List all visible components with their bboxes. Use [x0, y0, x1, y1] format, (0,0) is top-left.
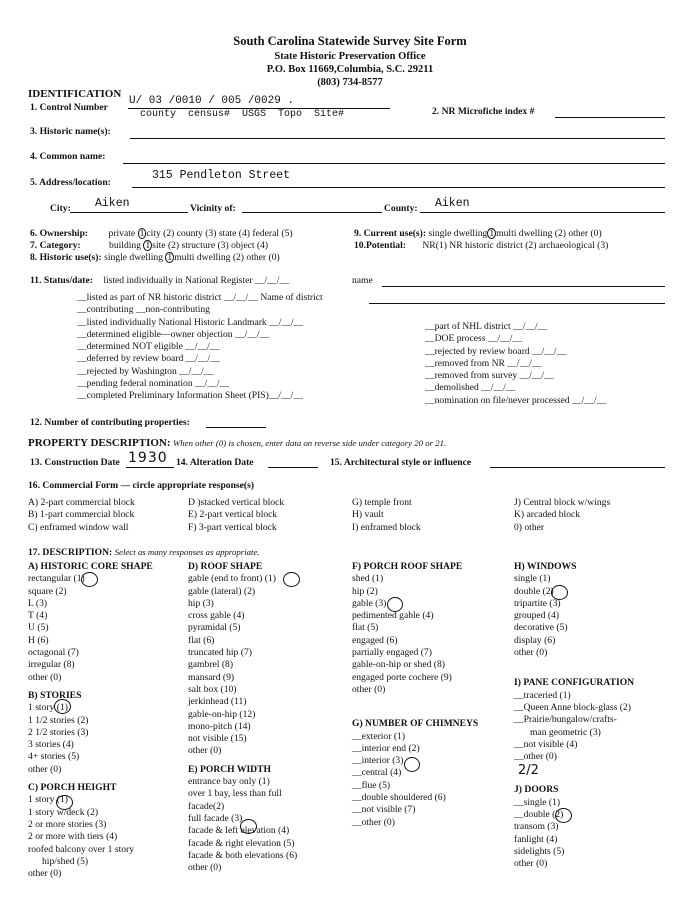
description-heading: 17. DESCRIPTION: Select as many responses as appropriate.: [28, 547, 260, 558]
circle-mark-porch-width: [240, 819, 257, 834]
roof-option[interactable]: gable (lateral) (2): [188, 585, 256, 597]
porch-width-option[interactable]: facade & left elevation (4): [188, 825, 290, 837]
pane-option[interactable]: __Queen Anne block-glass (2): [514, 701, 631, 713]
commercial-col-2: [188, 497, 284, 534]
status-option[interactable]: __nomination on file/never processed __/__/__: [425, 394, 607, 406]
common-name-field[interactable]: [123, 163, 665, 164]
microfiche-label: 2. NR Microfiche index #: [432, 106, 535, 117]
vicinity-field[interactable]: [242, 212, 382, 213]
chimneys-option[interactable]: __not visible (7): [352, 804, 416, 816]
chimneys-heading: G) NUMBER OF CHIMNEYS: [352, 718, 479, 730]
circle-mark-chimneys: [404, 757, 420, 772]
status-option[interactable]: __determined NOT eligible __/__/__: [77, 341, 220, 353]
core-option-rectangular[interactable]: rectangular (1): [28, 573, 85, 585]
status-option[interactable]: __rejected by Washington __/__/__: [77, 365, 214, 377]
porch-height-option[interactable]: 2 or more stories (3): [28, 818, 107, 830]
status-first-row: 11. Status/date: listed individually in National Register __/__/__: [30, 275, 290, 286]
porch-height-option[interactable]: 1 story w/deck (2): [28, 806, 99, 818]
district-name-field[interactable]: [369, 303, 665, 304]
porch-roof-option[interactable]: engaged (6): [352, 634, 398, 646]
circle-mark-stories: [54, 699, 71, 714]
status-option[interactable]: __determined eligible—owner objection __/__/__: [77, 328, 270, 340]
alteration-date-field[interactable]: [268, 467, 318, 468]
roof-option[interactable]: jerkinhead (11): [188, 696, 247, 708]
current-use-circled[interactable]: 1: [489, 228, 495, 239]
form-title: South Carolina Statewide Survey Site Form: [233, 34, 467, 48]
roof-option[interactable]: gambrel (8): [188, 659, 234, 671]
ownership-circled[interactable]: 1: [139, 228, 145, 239]
porch-width-heading: E) PORCH WIDTH: [188, 763, 271, 775]
core-shape-heading: A) HISTORIC CORE SHAPE: [28, 561, 153, 572]
status-right-list: [425, 321, 606, 407]
historic-names-field[interactable]: [130, 138, 665, 139]
windows-option[interactable]: display (6): [514, 634, 556, 646]
doors-option[interactable]: __double (2): [514, 809, 564, 821]
chimneys-option[interactable]: __central (4): [352, 767, 402, 779]
pane-option[interactable]: __traceried (1): [514, 689, 571, 701]
vicinity-label: Vicinity of:: [190, 203, 236, 214]
porch-width-option[interactable]: entrance bay only (1): [188, 776, 270, 788]
stories-option[interactable]: other (0): [28, 763, 62, 775]
address-value[interactable]: 315 Pendleton Street: [152, 169, 291, 182]
historic-names-label: 3. Historic name(s):: [30, 126, 111, 137]
commercial-option[interactable]: C) enframed window wall: [28, 521, 129, 533]
core-option[interactable]: L (3): [28, 597, 48, 609]
porch-width-option[interactable]: facade & right elevation (5): [188, 837, 295, 849]
status-option[interactable]: __pending federal nomination __/__/__: [77, 378, 230, 390]
status-option[interactable]: __listed as part of NR historic district __/__/__ Name of district: [77, 292, 323, 303]
commercial-form-label: 16. Commercial Form — circle appropriate response(s): [28, 480, 255, 491]
construction-date-value[interactable]: 1930: [128, 450, 168, 466]
porch-width-option[interactable]: other (0): [188, 862, 222, 874]
commercial-option[interactable]: K) arcaded block: [514, 509, 581, 521]
roof-option[interactable]: cross gable (4): [188, 610, 245, 622]
county-value[interactable]: Aiken: [435, 197, 470, 210]
doors-option[interactable]: fanlight (4): [514, 833, 558, 845]
commercial-col-3: [352, 497, 421, 534]
windows-option[interactable]: grouped (4): [514, 610, 560, 622]
city-label: City:: [50, 203, 71, 214]
current-use-row: 9. Current use(s): single dwelling 1 multi dwelling (2) other (0): [354, 228, 602, 239]
control-number-value[interactable]: U/ 03 /0010 / 005 /0029 .: [129, 95, 295, 107]
historic-use-circled[interactable]: 1: [167, 252, 173, 263]
doors-option[interactable]: transom (3): [514, 821, 559, 833]
porch-roof-option[interactable]: flat (5): [352, 622, 379, 634]
porch-height-option[interactable]: 1 story (1): [28, 794, 68, 806]
porch-roof-option[interactable]: other (0): [352, 683, 386, 695]
commercial-option[interactable]: G) temple front: [352, 497, 412, 508]
circle-mark-porch-height: [56, 795, 73, 810]
roof-option[interactable]: truncated hip (7): [188, 647, 252, 659]
circle-mark-windows: [551, 585, 568, 600]
commercial-col-1: [28, 497, 135, 534]
roof-option[interactable]: hip (3): [188, 597, 214, 609]
address-label: 5. Address/location:: [30, 177, 111, 188]
architectural-style-field[interactable]: [490, 467, 665, 468]
porch-roof-option[interactable]: gable (3): [352, 597, 387, 609]
status-option[interactable]: __DOE process __/__/__: [425, 333, 522, 345]
porch-height-option[interactable]: hip/shed (5): [42, 855, 89, 867]
city-value[interactable]: Aiken: [95, 197, 130, 210]
commercial-col-4: [514, 497, 610, 534]
ownership-row: 6. Ownership: private 1 city (2) county (3) state (4) federal (5): [30, 228, 293, 239]
chimneys-option[interactable]: __interior end (2): [352, 742, 420, 754]
roof-option[interactable]: gable (end to front) (1): [188, 573, 276, 585]
windows-option[interactable]: decorative (5): [514, 622, 568, 634]
porch-roof-option[interactable]: gable-on-hip or shed (8): [352, 659, 445, 671]
architectural-style-label: 15. Architectural style or influence: [330, 457, 472, 468]
status-option[interactable]: __deferred by review board __/__/__: [77, 353, 220, 365]
porch-width-option[interactable]: over 1 bay, less than full: [188, 788, 282, 800]
windows-option[interactable]: double (2): [514, 585, 554, 597]
status-option[interactable]: __completed Preliminary Information Sheet (PIS)__/__/__: [77, 390, 303, 402]
pane-option[interactable]: __Prairie/bungalow/crafts-: [514, 714, 617, 726]
roof-option[interactable]: other (0): [188, 745, 222, 757]
roof-option[interactable]: pyramidal (5): [188, 622, 241, 634]
porch-height-option[interactable]: roofed balcony over 1 story: [28, 843, 135, 855]
core-option[interactable]: irregular (8): [28, 659, 75, 671]
roof-shape-heading: D) ROOF SHAPE: [188, 561, 263, 572]
core-option[interactable]: other (0): [28, 671, 62, 683]
office-phone: (803) 734-8577: [317, 77, 383, 88]
windows-option[interactable]: single (1): [514, 573, 551, 585]
stories-option[interactable]: 1 story (1): [28, 702, 68, 714]
pane-option[interactable]: __other (0): [514, 751, 557, 763]
identification-heading: IDENTIFICATION: [28, 88, 122, 100]
porch-roof-option[interactable]: pedimented gable (4): [352, 610, 434, 622]
doors-option[interactable]: other (0): [514, 858, 548, 870]
porch-roof-option[interactable]: shed (1): [352, 573, 384, 585]
stories-heading: B) STORIES: [28, 689, 82, 701]
porch-width-option[interactable]: facade(2): [188, 800, 225, 812]
roof-option[interactable]: gable-on-hip (12): [188, 708, 256, 720]
doors-heading: J) DOORS: [514, 784, 559, 796]
property-description-heading: PROPERTY DESCRIPTION: When other (0) is chosen, enter data on reverse side under category 20 or 21.: [28, 437, 447, 449]
status-option[interactable]: __demolished __/__/__: [425, 382, 516, 394]
common-name-label: 4. Common name:: [30, 151, 106, 162]
roof-option[interactable]: not visible (15): [188, 733, 247, 745]
commercial-option[interactable]: A) 2-part commercial block: [28, 497, 135, 508]
core-option[interactable]: U (5): [28, 622, 49, 634]
chimneys-option[interactable]: __exterior (1): [352, 730, 406, 742]
windows-option[interactable]: tripartite (3): [514, 597, 561, 609]
circle-mark-roof: [283, 572, 300, 587]
stories-option[interactable]: 2 1/2 stories (3): [28, 726, 89, 738]
status-option[interactable]: __removed from NR __/__/__: [425, 357, 542, 369]
category-row: 7. Category: building 1 site (2) structure (3) object (4): [30, 240, 269, 251]
doors-option[interactable]: __single (1): [514, 796, 561, 808]
description-col-abc: [28, 561, 153, 880]
historic-use-row: 8. Historic use(s): single dwelling 1 multi dwelling (2) other (0): [30, 252, 280, 263]
core-option[interactable]: H (6): [28, 634, 49, 646]
status-option[interactable]: __listed individually National Historic Landmark __/__/__: [77, 316, 304, 328]
circle-mark-porch-roof: [387, 597, 403, 612]
description-col-hij: [514, 561, 634, 871]
status-option[interactable]: __contributing __non-contributing: [77, 304, 210, 316]
doors-option[interactable]: sidelights (5): [514, 845, 565, 857]
chimneys-option[interactable]: __other (0): [352, 816, 395, 828]
commercial-option[interactable]: J) Central block w/wings: [514, 497, 611, 508]
commercial-option[interactable]: B) 1-part commercial block: [28, 509, 135, 521]
contributing-properties-field[interactable]: [206, 427, 266, 428]
category-circled[interactable]: 1: [145, 240, 151, 251]
stories-option[interactable]: 1 1/2 stories (2): [28, 714, 89, 726]
roof-option[interactable]: mansard (9): [188, 671, 235, 683]
pane-heading: I) PANE CONFIGURATION: [514, 677, 635, 689]
pane-option[interactable]: man geometric (3): [530, 726, 601, 738]
pane-handwritten-value[interactable]: 2/2: [518, 763, 539, 779]
chimneys-option[interactable]: __flue (5): [352, 779, 391, 791]
potential-row: 10.Potential: NR(1) NR historic district (2) archaeological (3): [354, 240, 609, 251]
office-address: P.O. Box 11669,Columbia, S.C. 29211: [266, 64, 434, 75]
status-left-list: [77, 292, 323, 403]
core-option[interactable]: square (2): [28, 585, 67, 597]
control-number-sublabels: county census# USGS Topo Site#: [140, 109, 345, 120]
status-name-field[interactable]: [382, 286, 665, 287]
chimneys-option[interactable]: __interior (3): [352, 755, 404, 767]
roof-option[interactable]: mono-pitch (14): [188, 720, 251, 732]
construction-date-label: 13. Construction Date: [30, 457, 120, 468]
pane-option[interactable]: __not visible (4): [514, 738, 578, 750]
commercial-option[interactable]: D )stacked vertical block: [188, 497, 285, 508]
core-option[interactable]: T (4): [28, 610, 48, 622]
stories-option[interactable]: 3 stories (4): [28, 739, 74, 751]
porch-height-option[interactable]: other (0): [28, 868, 62, 880]
porch-roof-option[interactable]: hip (2): [352, 585, 378, 597]
commercial-option[interactable]: H) vault: [352, 509, 384, 521]
porch-width-option[interactable]: facade & both elevations (6): [188, 849, 298, 861]
stories-option[interactable]: 4+ stories (5): [28, 751, 80, 763]
porch-roof-option[interactable]: engaged porte cochere (9): [352, 671, 452, 683]
windows-option[interactable]: other (0): [514, 647, 548, 659]
office-name: State Historic Preservation Office: [274, 51, 426, 62]
porch-roof-heading: F) PORCH ROOF SHAPE: [352, 561, 463, 572]
circle-mark-core: [81, 572, 98, 587]
status-option[interactable]: __rejected by review board __/__/__: [425, 345, 567, 357]
roof-option[interactable]: flat (6): [188, 634, 215, 646]
contributing-properties-label: 12. Number of contributing properties:: [30, 417, 190, 428]
microfiche-field[interactable]: [555, 117, 665, 118]
control-number-label: 1. Control Number: [30, 102, 108, 113]
porch-width-option[interactable]: full facade (3): [188, 812, 243, 824]
porch-height-heading: C) PORCH HEIGHT: [28, 782, 117, 794]
commercial-option[interactable]: I) enframed block: [352, 521, 421, 533]
porch-height-option[interactable]: 2 or more with tiers (4): [28, 831, 118, 843]
core-option[interactable]: octagonal (7): [28, 647, 79, 659]
county-label: County:: [384, 203, 418, 214]
porch-roof-option[interactable]: partially engaged (7): [352, 647, 432, 659]
status-name-label: name: [352, 275, 373, 286]
commercial-option[interactable]: F) 3-part vertical block: [188, 521, 277, 533]
roof-option[interactable]: salt box (10): [188, 683, 237, 695]
status-option[interactable]: __removed from survey __/__/__: [425, 370, 554, 382]
commercial-option[interactable]: 0) other: [514, 521, 545, 533]
description-col-fg: [352, 561, 478, 829]
commercial-option[interactable]: E) 2-part vertical block: [188, 509, 278, 521]
circle-mark-doors: [555, 808, 572, 823]
chimneys-option[interactable]: __double shouldered (6): [352, 792, 446, 804]
alteration-date-label: 14. Alteration Date: [176, 457, 254, 468]
status-option[interactable]: __part of NHL district __/__/__: [425, 321, 548, 332]
windows-heading: H) WINDOWS: [514, 561, 577, 572]
